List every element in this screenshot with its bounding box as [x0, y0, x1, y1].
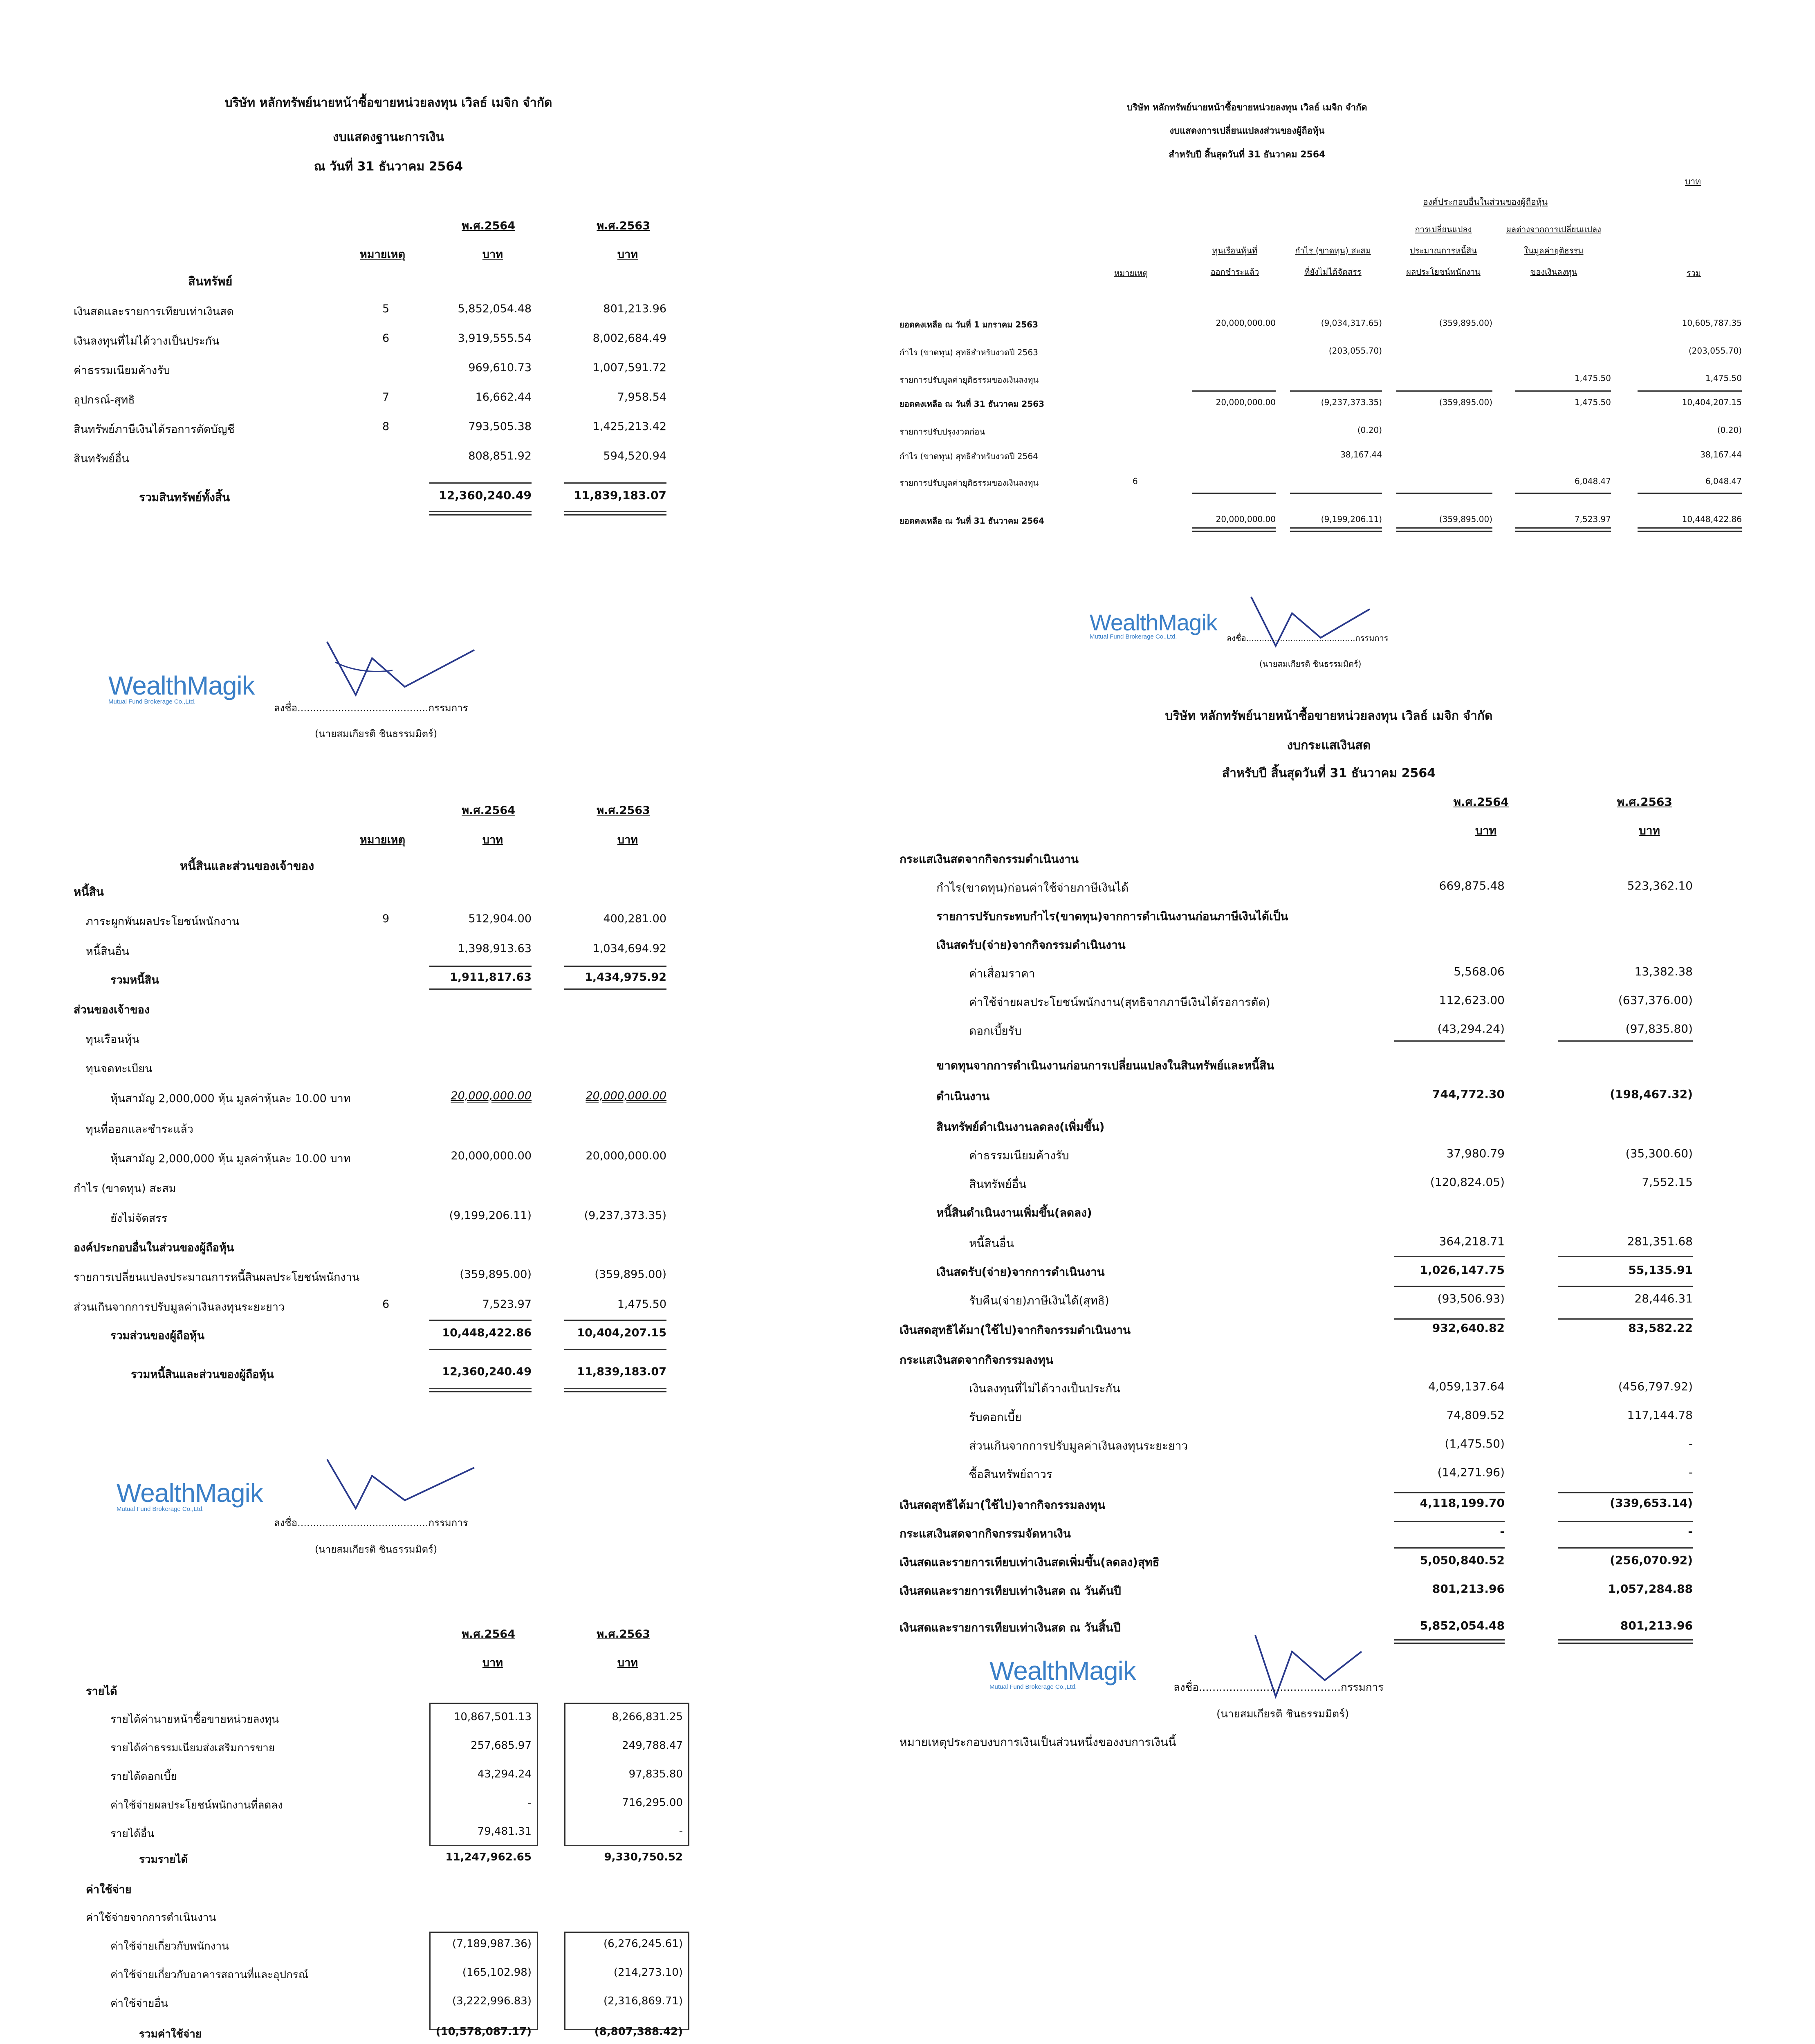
expense-row-label: ค่าใช้จ่ายเกี่ยวกับพนักงาน [110, 1940, 229, 1952]
equity-row-label: ยอดคงเหลือ ณ วันที่ 31 ธันวาคม 2564 [900, 516, 1045, 526]
revenue-row-2564: 43,294.24 [477, 1768, 532, 1780]
rule-line [1638, 527, 1742, 532]
cashflow-label: เงินสดสุทธิได้มา(ใช้ไป)จากกิจกรรมลงทุน [900, 1498, 1106, 1512]
wealthmagik-logo: WealthMagik Mutual Fund Brokerage Co.,Ltd. [108, 671, 255, 705]
rule-line [1558, 1318, 1693, 1320]
cashflow-2564: - [1500, 1525, 1505, 1538]
equity-row-label: กำไร (ขาดทุน) สุทธิสำหรับงวดปี 2563 [900, 347, 1038, 357]
header-unit-1: บาท [482, 248, 503, 261]
cashflow-2564: (120,824.05) [1430, 1175, 1505, 1189]
signature-mark [311, 630, 482, 711]
rule-line [1192, 493, 1276, 494]
cashflow-2563: 281,351.68 [1627, 1235, 1693, 1248]
unappropriated-2563: (9,237,373.35) [584, 1209, 666, 1222]
assets-header: สินทรัพย์ [188, 274, 233, 288]
revenue-row-2563: 716,295.00 [622, 1797, 683, 1809]
asset-note: 6 [382, 332, 390, 345]
equity-unit: บาท [1685, 177, 1701, 186]
cashflow-label: สินทรัพย์อื่น [969, 1177, 1027, 1191]
cashflow-2563: 523,362.10 [1627, 879, 1693, 892]
rule-line [1558, 1492, 1693, 1493]
rule-line [1290, 493, 1382, 494]
cashflow-label: เงินสดรับ(จ่าย)จากกิจกรรมดำเนินงาน [936, 938, 1126, 952]
total-expense-2563: (8,807,388.42) [594, 2026, 683, 2038]
header-unit-2: บาท [617, 834, 638, 846]
cashflow-label: หนี้สินอื่น [969, 1237, 1014, 1250]
oce-employee-2563: (359,895.00) [595, 1268, 666, 1281]
cashflow-2563: (339,653.14) [1610, 1496, 1693, 1510]
cashflow-2563: (256,070.92) [1610, 1553, 1693, 1567]
asset-label: เงินสดและรายการเทียบเท่าเงินสด [74, 305, 234, 318]
revenue-row-label: ค่าใช้จ่ายผลประโยชน์พนักงานที่ลดลง [110, 1799, 283, 1811]
cashflow-2563: 13,382.38 [1634, 965, 1693, 978]
asset-label: สินทรัพย์อื่น [74, 453, 129, 465]
asset-note: 7 [382, 391, 390, 403]
eq-header-oce2: ผลต่างจากการเปลี่ยนแปลง ในมูลค่ายุติธรรม ของเงินลงทุน [1506, 224, 1601, 277]
balance-sheet-date: ณ วันที่ 31 ธันวาคม 2564 [314, 159, 463, 174]
rule-line [564, 988, 666, 990]
equity-cell: 1,475.50 [1705, 373, 1742, 383]
equity-cell: 6,048.47 [1705, 476, 1742, 486]
rule-line [1394, 1286, 1505, 1287]
cashflow-2564: 4,118,199.70 [1420, 1496, 1505, 1510]
rule-line [1515, 527, 1611, 532]
liab-employee-2564: 512,904.00 [468, 912, 532, 925]
sign-line: ลงชื่อ..........................................กรรมการ [274, 702, 468, 714]
cashflow-label: ค่าเสื่อมราคา [969, 967, 1035, 980]
header-year-2563: พ.ศ.2563 [597, 1628, 650, 1641]
total-equity-2564: 10,448,422.86 [442, 1327, 532, 1339]
revenue-row-label: รายได้อื่น [110, 1828, 155, 1840]
cashflow-2563: (456,797.92) [1618, 1380, 1693, 1393]
rule-line [1394, 1547, 1505, 1549]
rule-line [1396, 493, 1492, 494]
cashflow-2564: 37,980.79 [1446, 1147, 1505, 1160]
equity-row-label: รายการปรับมูลค่ายุติธรรมของเงินลงทุน [900, 478, 1039, 488]
signature-mark [311, 1447, 482, 1521]
expense-row-2564: (165,102.98) [462, 1966, 532, 1979]
equity-cell: (0.20) [1357, 425, 1382, 435]
cashflow-2563: 55,135.91 [1628, 1263, 1693, 1277]
cashflow-2563: (35,300.60) [1625, 1147, 1693, 1160]
rule-line [1394, 1040, 1505, 1042]
cashflow-label: ส่วนเกินจากการปรับมูลค่าเงินลงทุนระยะยาว [969, 1439, 1188, 1452]
asset-label: อุปกรณ์-สุทธิ [74, 394, 135, 406]
revenue-row-2564: 79,481.31 [477, 1825, 532, 1838]
registered-capital: ทุนจดทะเบียน [86, 1062, 153, 1075]
iss-shares-2563: 20,000,000.00 [586, 1150, 666, 1162]
expense-row-2563: (6,276,245.61) [604, 1938, 683, 1950]
total-assets-label: รวมสินทรัพย์ทั้งสิ้น [139, 491, 230, 504]
liabilities-header: หนี้สิน [74, 885, 104, 899]
cashflow-label: ดอกเบี้ยรับ [969, 1024, 1022, 1038]
company-name: บริษัท หลักทรัพย์นายหน้าซื้อขายหน่วยลงทุน เวิลธ์ เมจิก จำกัด [1165, 709, 1493, 723]
cashflow-2564: 801,213.96 [1432, 1582, 1505, 1596]
cashflow-2563: 117,144.78 [1627, 1408, 1693, 1422]
eq-header-oce1: การเปลี่ยนแปลง ประมาณการหนี้สิน ผลประโยชน์พนักงาน [1406, 224, 1481, 277]
rule-line [1558, 1639, 1693, 1644]
liab-equity-header: หนี้สินและส่วนของเจ้าของ [180, 859, 314, 873]
cashflow-2564: 74,809.52 [1446, 1408, 1505, 1422]
total-expense-label: รวมค่าใช้จ่าย [139, 2028, 202, 2040]
asset-value-2564: 808,851.92 [468, 450, 532, 462]
asset-value-2564: 3,919,555.54 [458, 332, 532, 345]
liab-other-2564: 1,398,913.63 [458, 942, 532, 955]
expense-row-2563: (214,273.10) [613, 1966, 683, 1979]
equity-cell: 10,448,422.86 [1682, 514, 1742, 524]
cashflow-2564: 744,772.30 [1432, 1087, 1505, 1101]
cashflow-2564: 1,026,147.75 [1420, 1263, 1505, 1277]
cashflow-2563: 1,057,284.88 [1608, 1582, 1693, 1596]
cashflow-label: รายการปรับกระทบกำไร(ขาดทุน)จากการดำเนินงานก่อนภาษีเงินได้เป็น [936, 910, 1288, 923]
revenue-row-2564: 10,867,501.13 [453, 1711, 532, 1723]
rule-line [1394, 1492, 1505, 1493]
equity-cell: (203,055.70) [1688, 346, 1742, 356]
header-year-2564: พ.ศ.2564 [1453, 795, 1509, 809]
asset-label: เงินลงทุนที่ไม่ได้วางเป็นประกัน [74, 335, 220, 347]
cashflow-label: กำไร(ขาดทุน)ก่อนค่าใช้จ่ายภาษีเงินได้ [936, 881, 1129, 894]
cashflow-2563: (198,467.32) [1610, 1087, 1693, 1101]
total-liab-equity-2564: 12,360,240.49 [442, 1365, 532, 1378]
expense-row-2564: (7,189,987.36) [452, 1938, 532, 1950]
asset-value-2563: 1,425,213.42 [592, 420, 666, 433]
cashflow-2563: (637,376.00) [1618, 993, 1693, 1007]
asset-value-2564: 793,505.38 [468, 420, 532, 433]
equity-cell: (9,237,373.35) [1321, 397, 1382, 407]
total-assets-2564: 12,360,240.49 [439, 489, 532, 502]
rule-line [1558, 1286, 1693, 1287]
equity-cell: (9,034,317.65) [1321, 318, 1382, 328]
iss-shares-2564: 20,000,000.00 [451, 1150, 532, 1162]
oce-investment-2563: 1,475.50 [617, 1298, 666, 1311]
header-note: หมายเหตุ [360, 248, 406, 261]
cashflow-2563: - [1688, 1437, 1693, 1450]
liab-other-label: หนี้สินอื่น [86, 945, 129, 958]
expense-header: ค่าใช้จ่าย [86, 1883, 132, 1896]
liab-employee-note: 9 [382, 912, 390, 925]
rule-line [1290, 527, 1382, 532]
header-unit-1: บาท [1475, 824, 1496, 837]
equity-cell: 6,048.47 [1574, 476, 1611, 486]
footnote: หมายเหตุประกอบงบการเงินเป็นส่วนหนึ่งของงบการเงินนี้ [900, 1735, 1176, 1749]
revenue-row-label: รายได้ค่าธรรมเนียมส่งเสริมการขาย [110, 1742, 275, 1754]
equity-row-label: รายการปรับปรุงงวดก่อน [900, 427, 985, 437]
rule-line [1396, 527, 1492, 532]
rule-line [1558, 1256, 1693, 1257]
cashflow-2563: - [1688, 1466, 1693, 1479]
revenue-row-label: รายได้ค่านายหน้าซื้อขายหน่วยลงทุน [110, 1713, 279, 1726]
liab-other-2563: 1,034,694.92 [592, 942, 666, 955]
signature-mark [1243, 1627, 1366, 1709]
equity-row-label: ยอดคงเหลือ ณ วันที่ 1 มกราคม 2563 [900, 320, 1039, 329]
cashflow-2564: (14,271.96) [1437, 1466, 1505, 1479]
cashflow-label: หนี้สินดำเนินงานเพิ่มขึ้น(ลดลง) [936, 1206, 1092, 1219]
total-expense-2564: (10,578,087.17) [435, 2026, 532, 2038]
cashflow-2564: 932,640.82 [1432, 1321, 1505, 1335]
asset-value-2563: 8,002,684.49 [592, 332, 666, 345]
unappropriated-2564: (9,199,206.11) [449, 1209, 532, 1222]
total-revenue-2563: 9,330,750.52 [604, 1851, 683, 1863]
expense-row-label: ค่าใช้จ่ายอื่น [110, 1997, 168, 2010]
asset-value-2563: 1,007,591.72 [592, 361, 666, 374]
cashflow-label: รับดอกเบี้ย [969, 1410, 1022, 1424]
oce-investment-note: 6 [382, 1298, 390, 1311]
header-year-2563: พ.ศ.2563 [597, 804, 650, 817]
header-year-2563: พ.ศ.2563 [597, 220, 650, 232]
iss-shares-label: หุ้นสามัญ 2,000,000 หุ้น มูลค่าหุ้นละ 10.00 บาท [110, 1152, 351, 1165]
cashflow-2563: 28,446.31 [1634, 1292, 1693, 1305]
cashflow-2563: 7,552.15 [1642, 1175, 1693, 1189]
cashflow-label: เงินสดและรายการเทียบเท่าเงินสด ณ วันต้นปี [900, 1584, 1121, 1598]
equity-cell: 7,523.97 [1574, 514, 1611, 524]
cashflow-label: เงินสดสุทธิได้มา(ใช้ไป)จากกิจกรรมดำเนินงาน [900, 1323, 1131, 1337]
rule-line [429, 1320, 532, 1321]
eq-header-total: รวม [1686, 268, 1701, 278]
header-note: หมายเหตุ [360, 834, 406, 846]
total-liab-equity-2563: 11,839,183.07 [577, 1365, 666, 1378]
equity-row-label: ยอดคงเหลือ ณ วันที่ 31 ธันวาคม 2563 [900, 399, 1045, 409]
cashflow-2563: 83,582.22 [1628, 1321, 1693, 1335]
equity-stmt-title: งบแสดงการเปลี่ยนแปลงส่วนของผู้ถือหุ้น [1169, 126, 1325, 136]
revenue-header: รายได้ [86, 1685, 117, 1698]
cashflow-label: ดำเนินงาน [936, 1089, 990, 1103]
company-name: บริษัท หลักทรัพย์นายหน้าซื้อขายหน่วยลงทุน เวิลธ์ เมจิก จำกัด [1127, 103, 1367, 113]
revenue-row-2564: 257,685.97 [471, 1739, 532, 1752]
revenue-row-2563: - [679, 1825, 683, 1838]
retained-earnings: กำไร (ขาดทุน) สะสม [74, 1182, 176, 1195]
equity-cell: (359,895.00) [1439, 514, 1492, 524]
total-assets-2563: 11,839,183.07 [574, 489, 666, 502]
oce-group-header: องค์ประกอบอื่นในส่วนของผู้ถือหุ้น [1423, 197, 1548, 207]
rule-line [1638, 493, 1742, 494]
equity-row-label: กำไร (ขาดทุน) สุทธิสำหรับงวดปี 2564 [900, 451, 1038, 461]
equity-cell: (203,055.70) [1328, 346, 1382, 356]
rule-line [564, 966, 666, 967]
revenue-row-2564: - [527, 1797, 532, 1809]
cashflow-2564: 364,218.71 [1439, 1235, 1505, 1248]
oce-investment-label: ส่วนเกินจากการปรับมูลค่าเงินลงทุนระยะยาว [74, 1301, 285, 1313]
signature-mark [1239, 589, 1374, 658]
asset-value-2563: 594,520.94 [603, 450, 666, 462]
wealthmagik-logo: WealthMagik Mutual Fund Brokerage Co.,Ltd. [1090, 610, 1217, 640]
header-unit-1: บาท [482, 1656, 503, 1669]
asset-value-2564: 5,852,054.48 [458, 303, 532, 315]
rule-line [1558, 1040, 1693, 1042]
revenue-row-2563: 97,835.80 [628, 1768, 683, 1780]
equity-row-note: 6 [1133, 476, 1138, 486]
eq-header-capital: ทุนเรือนหุ้นที่ ออกชำระแล้ว [1210, 246, 1259, 277]
rule-line [1558, 1521, 1693, 1522]
cashflow-label: กระแสเงินสดจากกิจกรรมดำเนินงาน [900, 852, 1079, 866]
cashflow-2564: 669,875.48 [1439, 879, 1505, 892]
signer-name: (นายสมเกียรติ ชินธรรมมิตร์) [315, 728, 437, 740]
eq-header-retained: กำไร (ขาดทุน) สะสม ที่ยังไม่ได้จัดสรร [1295, 246, 1371, 277]
equity-cell: 1,475.50 [1574, 397, 1611, 407]
balance-sheet-title: งบแสดงฐานะการเงิน [332, 130, 444, 144]
eq-header-note: หมายเหตุ [1114, 268, 1148, 278]
rule-line [429, 988, 532, 990]
expense-row-2563: (2,316,869.71) [604, 1995, 683, 2007]
cashflow-label: เงินสดและรายการเทียบเท่าเงินสดเพิ่มขึ้น(ลดลง)สุทธิ [900, 1555, 1160, 1569]
cashflow-2563: 801,213.96 [1620, 1619, 1693, 1632]
cashflow-2564: 5,852,054.48 [1420, 1619, 1505, 1632]
signer-name: (นายสมเกียรติ ชินธรรมมิตร์) [1259, 659, 1362, 669]
total-revenue-label: รวมรายได้ [139, 1853, 188, 1866]
rule-line [1638, 390, 1742, 392]
total-liab-label: รวมหนี้สิน [110, 974, 159, 986]
header-unit-1: บาท [482, 834, 503, 846]
cashflow-label: เงินลงทุนที่ไม่ได้วางเป็นประกัน [969, 1382, 1120, 1395]
oce-employee-label: รายการเปลี่ยนแปลงประมาณการหนี้สินผลประโยชน์พนักงาน [74, 1271, 360, 1284]
rule-line [1394, 1639, 1505, 1644]
equity-cell: 20,000,000.00 [1216, 318, 1276, 328]
cashflow-period: สำหรับปี สิ้นสุดวันที่ 31 ธันวาคม 2564 [1222, 766, 1436, 780]
rule-line [1290, 390, 1382, 392]
header-unit-2: บาท [617, 248, 638, 261]
expense-row-2564: (3,222,996.83) [452, 1995, 532, 2007]
equity-cell: 38,167.44 [1700, 450, 1742, 459]
equity-cell: (0.20) [1717, 425, 1742, 435]
header-year-2564: พ.ศ.2564 [462, 804, 515, 817]
cashflow-2564: (93,506.93) [1437, 1292, 1505, 1305]
header-unit-2: บาท [1639, 824, 1660, 837]
cashflow-label: ขาดทุนจากการดำเนินงานก่อนการเปลี่ยนแปลงในสินทรัพย์และหนี้สิน [936, 1059, 1274, 1072]
cashflow-2564: 5,050,840.52 [1420, 1553, 1505, 1567]
cashflow-label: กระแสเงินสดจากกิจกรรมลงทุน [900, 1353, 1054, 1367]
equity-cell: 20,000,000.00 [1216, 514, 1276, 524]
cashflow-label: รับคืน(จ่าย)ภาษีเงินได้(สุทธิ) [969, 1294, 1109, 1307]
revenue-row-2563: 249,788.47 [622, 1739, 683, 1752]
rule-line [564, 1349, 666, 1350]
sign-line: ลงชื่อ..........................................กรรมการ [274, 1517, 468, 1529]
asset-label: ค่าธรรมเนียมค้างรับ [74, 364, 170, 377]
total-equity-2563: 10,404,207.15 [577, 1327, 666, 1339]
total-liab-equity-label: รวมหนี้สินและส่วนของผู้ถือหุ้น [131, 1368, 274, 1381]
signer-name: (นายสมเกียรติ ชินธรรมมิตร์) [1216, 1708, 1349, 1720]
asset-value-2563: 801,213.96 [603, 303, 666, 315]
equity-row-label: รายการปรับมูลค่ายุติธรรมของเงินลงทุน [900, 375, 1039, 385]
cashflow-label: เงินสดรับ(จ่าย)จากการดำเนินงาน [936, 1265, 1105, 1279]
oce-employee-2564: (359,895.00) [460, 1268, 532, 1281]
cashflow-label: เงินสดและรายการเทียบเท่าเงินสด ณ วันสิ้นปี [900, 1621, 1121, 1634]
issued-capital: ทุนที่ออกและชำระแล้ว [86, 1123, 193, 1136]
rule-line [1394, 1521, 1505, 1522]
revenue-row-2563: 8,266,831.25 [612, 1711, 683, 1723]
rule-line [429, 1388, 532, 1392]
total-equity-label: รวมส่วนของผู้ถือหุ้น [110, 1329, 205, 1342]
rule-line [1558, 1547, 1693, 1549]
asset-note: 8 [382, 420, 390, 433]
opex-header: ค่าใช้จ่ายจากการดำเนินงาน [86, 1912, 216, 1924]
cashflow-label: ค่าธรรมเนียมค้างรับ [969, 1149, 1069, 1162]
company-name: บริษัท หลักทรัพย์นายหน้าซื้อขายหน่วยลงทุน เวิลธ์ เมจิก จำกัด [224, 96, 552, 110]
reg-shares-2564: 20,000,000.00 [451, 1089, 532, 1102]
cashflow-label: สินทรัพย์ดำเนินงานลดลง(เพิ่มขึ้น) [936, 1120, 1105, 1134]
asset-label: สินทรัพย์ภาษีเงินได้รอการตัดบัญชี [74, 423, 235, 436]
cashflow-2564: (1,475.50) [1445, 1437, 1505, 1450]
rule-line [1394, 1256, 1505, 1257]
rule-line [429, 1349, 532, 1350]
cashflow-2564: 5,568.06 [1454, 965, 1505, 978]
cashflow-title: งบกระแสเงินสด [1287, 738, 1371, 753]
header-unit-2: บาท [617, 1656, 638, 1669]
liab-employee-2563: 400,281.00 [603, 912, 666, 925]
rule-line [429, 966, 532, 967]
cashflow-2564: (43,294.24) [1437, 1022, 1505, 1035]
equity-cell: 38,167.44 [1340, 450, 1382, 459]
rule-line [1192, 390, 1276, 392]
wealthmagik-logo: WealthMagik Mutual Fund Brokerage Co.,Ltd. [117, 1478, 263, 1513]
equity-cell: (359,895.00) [1439, 318, 1492, 328]
rule-line [564, 1320, 666, 1321]
cashflow-2564: 112,623.00 [1439, 993, 1505, 1007]
rule-line [1192, 527, 1276, 532]
asset-value-2564: 969,610.73 [468, 361, 532, 374]
equity-cell: (359,895.00) [1439, 397, 1492, 407]
oce-header: องค์ประกอบอื่นในส่วนของผู้ถือหุ้น [74, 1242, 234, 1254]
rule-line [564, 1388, 666, 1392]
rule-line [1515, 493, 1611, 494]
share-capital: ทุนเรือนหุ้น [86, 1033, 139, 1046]
asset-value-2564: 16,662.44 [475, 391, 532, 403]
equity-cell: 10,404,207.15 [1682, 397, 1742, 407]
cashflow-2564: 4,059,137.64 [1428, 1380, 1505, 1393]
equity-header: ส่วนของเจ้าของ [74, 1004, 150, 1016]
rule-line [1515, 390, 1611, 392]
rule-line [1394, 1318, 1505, 1320]
oce-investment-2564: 7,523.97 [482, 1298, 532, 1311]
equity-cell: (9,199,206.11) [1321, 514, 1382, 524]
cashflow-2563: - [1688, 1525, 1693, 1538]
header-year-2564: พ.ศ.2564 [462, 220, 515, 232]
total-liab-2564: 1,911,817.63 [450, 971, 532, 984]
header-year-2564: พ.ศ.2564 [462, 1628, 515, 1641]
liab-employee-label: ภาระผูกพันผลประโยชน์พนักงาน [86, 915, 240, 928]
reg-shares-2563: 20,000,000.00 [586, 1089, 666, 1102]
revenue-row-label: รายได้ดอกเบี้ย [110, 1771, 177, 1783]
wealthmagik-logo: WealthMagik Mutual Fund Brokerage Co.,Ltd. [989, 1656, 1136, 1690]
reg-shares-label: หุ้นสามัญ 2,000,000 หุ้น มูลค่าหุ้นละ 10.00 บาท [110, 1092, 351, 1105]
header-year-2563: พ.ศ.2563 [1617, 795, 1672, 809]
asset-value-2563: 7,958.54 [617, 391, 666, 403]
total-liab-2563: 1,434,975.92 [585, 971, 666, 984]
rule-line [1396, 390, 1492, 392]
cashflow-label: ซื้อสินทรัพย์ถาวร [969, 1468, 1052, 1481]
sign-line: ลงชื่อ..........................................กรรมการ [1173, 1681, 1384, 1694]
equity-cell: 10,605,787.35 [1682, 318, 1742, 328]
expense-row-label: ค่าใช้จ่ายเกี่ยวกับอาคารสถานที่และอุปกรณ์ [110, 1969, 309, 1981]
unappropriated-label: ยังไม่จัดสรร [110, 1212, 168, 1225]
signer-name: (นายสมเกียรติ ชินธรรมมิตร์) [315, 1544, 437, 1555]
equity-cell: 20,000,000.00 [1216, 397, 1276, 407]
asset-note: 5 [382, 303, 390, 315]
cashflow-2563: (97,835.80) [1625, 1022, 1693, 1035]
sign-line: ลงชื่อ..........................................กรรมการ [1227, 633, 1389, 643]
cashflow-label: ค่าใช้จ่ายผลประโยชน์พนักงาน(สุทธิจากภาษีเงินได้รอการตัด) [969, 995, 1270, 1009]
equity-cell: 1,475.50 [1574, 373, 1611, 383]
equity-stmt-period: สำหรับปี สิ้นสุดวันที่ 31 ธันวาคม 2564 [1169, 150, 1326, 160]
total-revenue-2564: 11,247,962.65 [445, 1851, 532, 1863]
cashflow-label: กระแสเงินสดจากกิจกรรมจัดหาเงิน [900, 1527, 1071, 1540]
